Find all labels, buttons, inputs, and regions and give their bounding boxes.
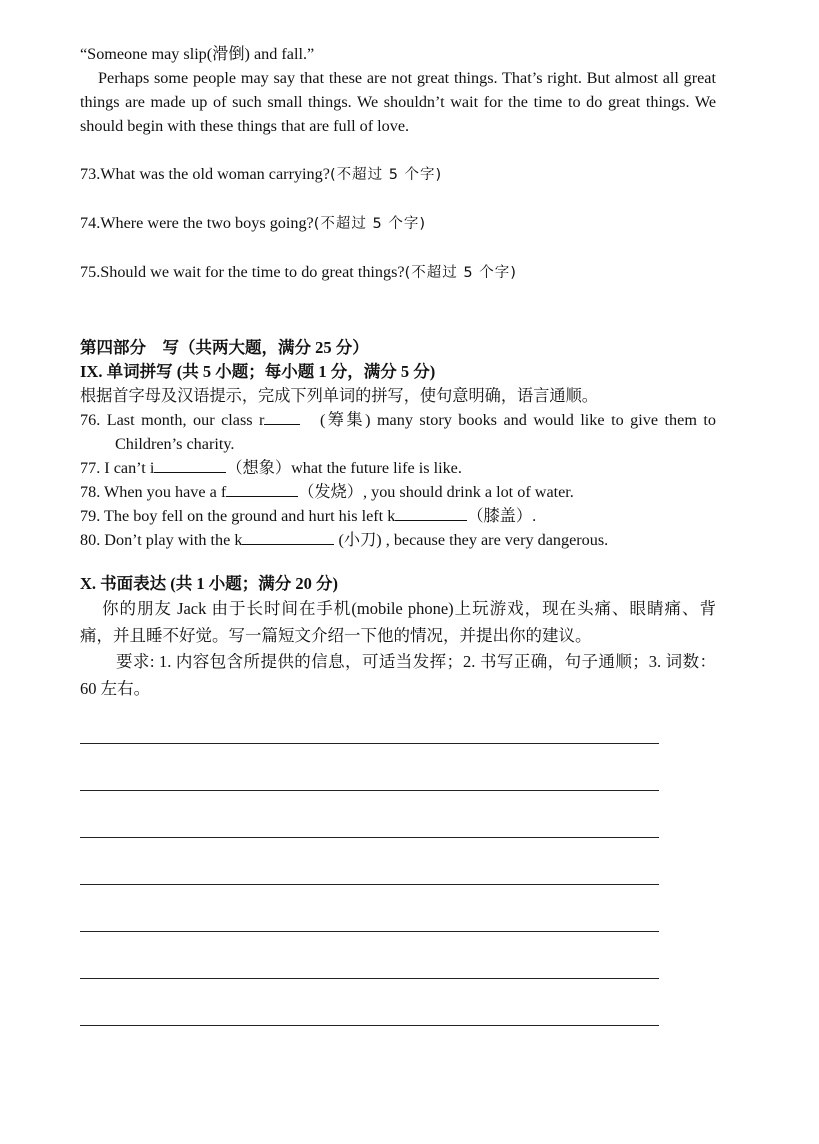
spelling-item-78: 78. When you have a f （发烧）, you should drink a lot of water. <box>80 483 574 501</box>
answer-blank[interactable] <box>242 529 334 545</box>
writing-prompt: 你的朋友 Jack 由于长时间在手机(mobile phone)上玩游戏，现在头痛、眼睛痛、背痛，并且睡不好觉。写一篇短文介绍一下他的情况，并提出你的建议。 <box>80 599 716 645</box>
writing-line[interactable] <box>80 978 659 979</box>
spelling-item-79: 79. The boy fell on the ground and hurt his left k （膝盖）. <box>80 507 537 525</box>
spelling-item-77: 77. I can’t i （想象）what the future life is like. <box>80 459 462 477</box>
question-73: 73.What was the old woman carrying?(不超过 5 个字) <box>80 165 443 183</box>
exam-page <box>80 42 716 702</box>
section9-instruction: 根据首字母及汉语提示，完成下列单词的拼写，使句意明确，语言通顺。 <box>80 387 598 405</box>
spelling-item-76: 76. Last month, our class r (筹集) many story books and would like to give them to Children’s charity. <box>80 411 717 453</box>
writing-line[interactable] <box>80 837 659 838</box>
answer-blank[interactable] <box>264 409 300 425</box>
writing-requirements: 要求: 1. 内容包含所提供的信息，可适当发挥；2. 书写正确，句子通顺；3. 词数：60 左右。 <box>80 652 716 698</box>
writing-line[interactable] <box>80 931 659 932</box>
question-note: (不超过 5 个字) <box>329 167 443 183</box>
section9-title: IX. 单词拼写 (共 5 小题；每小题 1 分，满分 5 分) <box>80 362 436 381</box>
question-note: (不超过 5 个字) <box>404 265 517 281</box>
answer-blank[interactable] <box>395 505 467 521</box>
section10-title: X. 书面表达 (共 1 小题；满分 20 分) <box>80 574 339 593</box>
answer-blank[interactable] <box>226 481 298 497</box>
question-74: 74.Where were the two boys going?(不超过 5 个字) <box>80 214 427 232</box>
passage-quote: “Someone may slip(滑倒) and fall.” <box>80 45 315 63</box>
spelling-item-80: 80. Don’t play with the k (小刀) , because they are very dangerous. <box>80 531 609 549</box>
question-75: 75.Should we wait for the time to do great things?(不超过 5 个字) <box>80 263 517 281</box>
writing-line[interactable] <box>80 790 659 791</box>
writing-line[interactable] <box>80 743 659 744</box>
question-note: (不超过 5 个字) <box>313 216 427 232</box>
part4-title: 第四部分 写（共两大题，满分 25 分） <box>80 338 369 357</box>
writing-line[interactable] <box>80 1025 659 1026</box>
answer-blank[interactable] <box>154 457 226 473</box>
writing-line[interactable] <box>80 884 659 885</box>
passage-paragraph: Perhaps some people may say that these are not great things. That’s right. But almost all great things are made up of such small things. We shouldn’t wait for the time to do great things. We should begin with these things that are full of love. <box>80 69 716 135</box>
